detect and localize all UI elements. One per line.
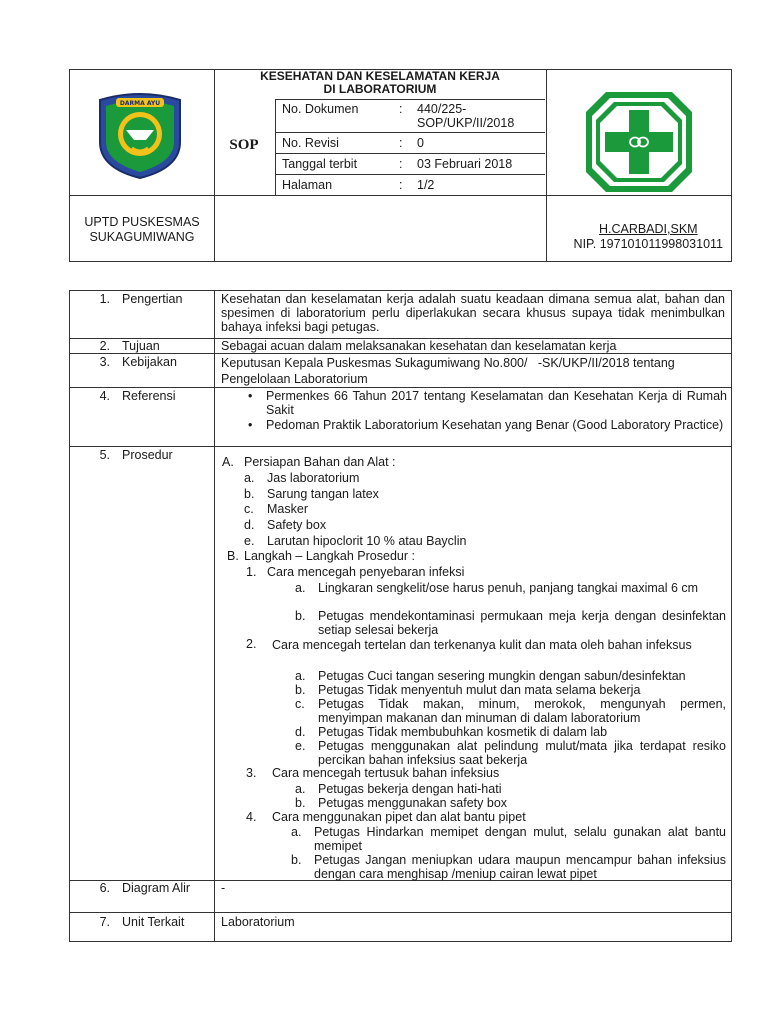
row-number: 7.	[99, 915, 110, 929]
emblem-banner-text: DARMA AYU	[119, 100, 161, 107]
tujuan-text: Sebagai acuan dalam melaksanakan kesehatan dan keselamatan kerja	[221, 339, 617, 353]
list-item: Petugas Cuci tangan sesering mungkin dengan sabun/desinfektan	[318, 669, 686, 683]
row-label: Kebijakan	[122, 355, 177, 369]
item-marker: b.	[244, 487, 255, 501]
section-b-title: Langkah – Langkah Prosedur :	[244, 549, 415, 563]
list-item: Petugas Tidak membubuhkan kosmetik di dalam lab	[318, 725, 608, 739]
doc-number-value	[417, 102, 514, 130]
list-item: Jas laboratorium	[267, 471, 360, 485]
row-number: 4.	[99, 389, 110, 403]
item-marker: c.	[244, 502, 254, 516]
date-label: Tanggal terbit	[282, 157, 358, 171]
item-marker: a.	[295, 669, 306, 683]
item-marker: b.	[295, 796, 306, 810]
referensi-item: Permenkes 66 Tahun 2017 tentang Keselamatan dan Kesehatan Kerja di Rumah Sakit	[266, 389, 727, 417]
item-marker: a.	[295, 782, 306, 796]
list-item: Petugas Jangan meniupkan udara maupun mencampur bahan infeksius dengan cara menghisap /meniup cairan lewat pipet	[314, 853, 726, 881]
doc-number-value-line-2: SOP/UKP/II/2018	[417, 116, 515, 130]
step-title: Cara mencegah penyebaran infeksi	[267, 565, 465, 579]
list-item: Petugas menggunakan alat pelindung mulut/mata jika terdapat resiko percikan bahan infeksius saat bekerja	[318, 739, 726, 767]
row-label: Unit Terkait	[122, 915, 185, 929]
row-label: Tujuan	[122, 339, 160, 353]
kebijakan-line-1: Keputusan Kepala Puskesmas Sukagumiwang No.800/ -SK/UKP/II/2018 tentang	[221, 356, 675, 370]
colon: :	[399, 157, 403, 171]
pengertian-text: Kesehatan dan keselamatan kerja adalah suatu keadaan dimana semua alat, bahan dan spesimen di laboratorium perlu diperlakukan secara khusus supaya tidak menimbulkan bahaya infeksi bagi petugas.	[221, 292, 725, 334]
list-item: • Permenkes 66 Tahun 2017 tentang Keselamatan dan Kesehatan Kerja di Rumah Sakit	[248, 389, 727, 417]
page-label: Halaman	[282, 178, 333, 192]
diagram-alir-text: -	[221, 881, 226, 895]
item-marker: b.	[295, 683, 306, 697]
row-number: 3.	[99, 355, 110, 369]
list-item: • Pedoman Praktik Laboratorium Kesehatan yang Benar (Good Laboratory Practice)	[248, 418, 724, 432]
row-number: 5.	[99, 448, 110, 462]
list-item: Masker	[267, 502, 308, 516]
item-marker: a.	[295, 581, 306, 595]
row-number: 1.	[99, 292, 110, 306]
list-item: Larutan hipoclorit 10 % atau Bayclin	[267, 534, 467, 548]
revision-label: No. Revisi	[282, 136, 339, 150]
item-marker: d.	[295, 725, 306, 739]
row-label: Diagram Alir	[122, 881, 191, 895]
list-item: Petugas bekerja dengan hati-hati	[318, 782, 502, 796]
kebijakan-line-2: Pengelolaan Laboratorium	[221, 372, 368, 386]
colon: :	[399, 102, 403, 116]
kebijakan-text	[221, 355, 725, 387]
step-title: Cara menggunakan pipet dan alat bantu pipet	[272, 810, 526, 824]
item-marker: a.	[244, 471, 255, 485]
document-title	[215, 70, 545, 96]
colon: :	[399, 136, 403, 150]
section-marker: B.	[227, 549, 239, 563]
list-item: Petugas Tidak menyentuh mulut dan mata selama bekerja	[318, 683, 641, 697]
list-item: Petugas mendekontaminasi permukaan meja kerja dengan desinfektan setiap selesai bekerja	[318, 609, 726, 637]
sop-content-table	[69, 290, 732, 942]
step-title: Cara mencegah tertusuk bahan infeksius	[272, 766, 500, 780]
sop-header-table	[69, 69, 732, 262]
section-marker: A.	[222, 455, 234, 469]
org-line-1: UPTD PUSKESMAS	[84, 215, 200, 229]
row-label: Referensi	[122, 389, 176, 403]
signer-block	[574, 222, 723, 252]
item-marker: a.	[291, 825, 302, 839]
item-marker: e.	[244, 534, 255, 548]
list-item: Sarung tangan latex	[267, 487, 379, 501]
item-marker: b.	[295, 609, 306, 623]
list-item: Petugas Hindarkan memipet dengan mulut, selalu gunakan alat bantu memipet	[314, 825, 726, 853]
organization-name	[70, 215, 214, 245]
puskesmas-cross-logo-icon	[584, 90, 694, 194]
row-label: Prosedur	[122, 448, 173, 462]
colon: :	[399, 178, 403, 192]
section-a-title: Persiapan Bahan dan Alat :	[244, 455, 396, 469]
list-item: Petugas Tidak makan, minum, merokok, mengunyah permen, menyimpan makanan dan minuman di dalam laboratorium	[318, 697, 726, 725]
step-marker: 2.	[246, 637, 257, 651]
row-label: Pengertian	[122, 292, 183, 306]
doc-number-label: No. Dokumen	[282, 102, 359, 116]
list-item: Safety box	[267, 518, 327, 532]
row-number: 2.	[99, 339, 110, 353]
unit-terkait-text: Laboratorium	[221, 915, 295, 929]
list-item: Petugas menggunakan safety box	[318, 796, 508, 810]
date-value: 03 Februari 2018	[417, 157, 513, 171]
signer-name: H.CARBADI,SKM	[598, 222, 698, 236]
step-title: Cara mencegah tertelan dan terkenanya kulit dan mata oleh bahan infeksus	[272, 638, 692, 652]
step-marker: 3.	[246, 766, 257, 780]
doc-number-value-line-1: 440/225-	[417, 102, 467, 116]
sop-label: SOP	[229, 137, 259, 153]
signer-nip: NIP. 197101011998031011	[573, 237, 723, 251]
step-marker: 1.	[246, 565, 257, 579]
puskesmas-regency-emblem-icon	[90, 90, 190, 180]
row-number: 6.	[99, 881, 110, 895]
item-marker: b.	[291, 853, 302, 867]
referensi-item: Pedoman Praktik Laboratorium Kesehatan yang Benar (Good Laboratory Practice)	[266, 418, 724, 432]
step-marker: 4.	[246, 810, 257, 824]
title-line-1: KESEHATAN DAN KESELAMATAN KERJA	[260, 69, 500, 83]
item-marker: c.	[295, 697, 305, 711]
item-marker: d.	[244, 518, 255, 532]
page-value: 1/2	[417, 178, 435, 192]
referensi-list	[221, 389, 727, 432]
item-marker: e.	[295, 739, 306, 753]
revision-value: 0	[417, 136, 424, 150]
title-line-2: DI LABORATORIUM	[323, 82, 437, 96]
list-item: Lingkaran sengkelit/ose harus penuh, panjang tangkai maximal 6 cm	[318, 581, 699, 595]
org-line-2: SUKAGUMIWANG	[89, 230, 195, 244]
